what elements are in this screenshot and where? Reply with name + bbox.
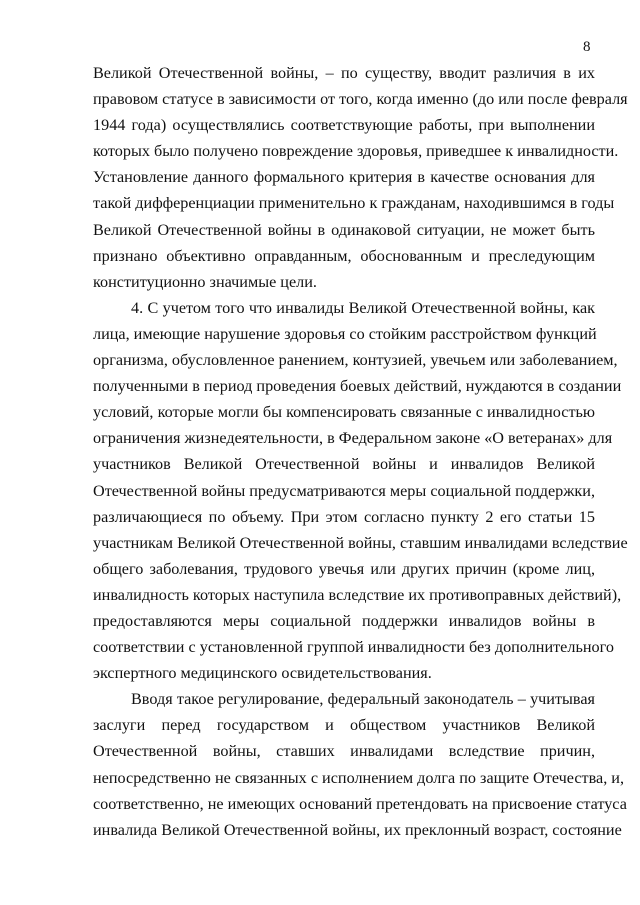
- text-line: Отечественной войны предусматриваются меры социальной поддержки,: [93, 481, 595, 500]
- text-line: участников Великой Отечественной войны и инвалидов Великой: [93, 455, 595, 474]
- text-line: условий, которые могли бы компенсировать связанные с инвалидностью: [93, 403, 595, 422]
- page-number: 8: [583, 39, 591, 55]
- paragraph-2: [93, 295, 628, 686]
- text-line: участникам Великой Отечественной войны, ставшим инвалидами вследствие: [93, 533, 628, 552]
- text-line: инвалидность которых наступила вследствие их противоправных действий),: [93, 585, 622, 604]
- text-line: экспертного медицинского освидетельствования.: [93, 664, 432, 683]
- text-line: непосредственно не связанных с исполнением долга по защите Отечества, и,: [93, 768, 625, 787]
- text-line: общего заболевания, трудового увечья или других причин (кроме лиц,: [93, 559, 595, 578]
- text-line: которых было получено повреждение здоровья, приведшее к инвалидности.: [93, 142, 619, 161]
- text-line: ограничения жизнедеятельности, в Федеральном законе «О ветеранах» для: [93, 429, 613, 448]
- text-line: Великой Отечественной войны, – по существу, вводит различия в их: [93, 64, 595, 82]
- text-line: 1944 года) осуществлялись соответствующие работы, при выполнении: [93, 116, 595, 135]
- text-line: Установление данного формального критерия в качестве основания для: [93, 168, 595, 187]
- text-line: заслуги перед государством и обществом участников Великой: [93, 716, 595, 735]
- paragraph-1: [93, 60, 628, 295]
- text-line: Великой Отечественной войны в одинаковой ситуации, не может быть: [93, 220, 595, 239]
- text-line: правовом статусе в зависимости от того, когда именно (до или после февраля: [93, 90, 628, 109]
- text-line: организма, обусловленное ранением, контузией, увечьем или заболеванием,: [93, 351, 618, 370]
- text-line: соответствии с установленной группой инвалидности без дополнительного: [93, 638, 614, 657]
- text-line: 4. С учетом того что инвалиды Великой Отечественной войны, как: [131, 298, 595, 317]
- text-line: признано объективно оправданным, обоснованным и преследующим: [93, 246, 595, 265]
- text-line: Вводя такое регулирование, федеральный законодатель – учитывая: [131, 690, 595, 709]
- text-line: полученными в период проведения боевых действий, нуждаются в создании: [93, 377, 622, 396]
- text-line: различающиеся по объему. При этом согласно пункту 2 его статьи 15: [93, 507, 595, 526]
- text-line: такой дифференциации применительно к гражданам, находившимся в годы: [93, 194, 615, 213]
- text-line: соответственно, не имеющих оснований претендовать на присвоение статуса: [93, 794, 627, 813]
- paragraph-3: [93, 686, 627, 843]
- text-line: предоставляются меры социальной поддержки инвалидов войны в: [93, 611, 595, 630]
- document-body: [93, 60, 628, 843]
- text-line: конституционно значимые цели.: [93, 272, 317, 291]
- text-line: лица, имеющие нарушение здоровья со стойким расстройством функций: [93, 324, 597, 343]
- text-line: инвалида Великой Отечественной войны, их преклонный возраст, состояние: [93, 820, 622, 839]
- text-line: Отечественной войны, ставших инвалидами вследствие причин,: [93, 742, 595, 761]
